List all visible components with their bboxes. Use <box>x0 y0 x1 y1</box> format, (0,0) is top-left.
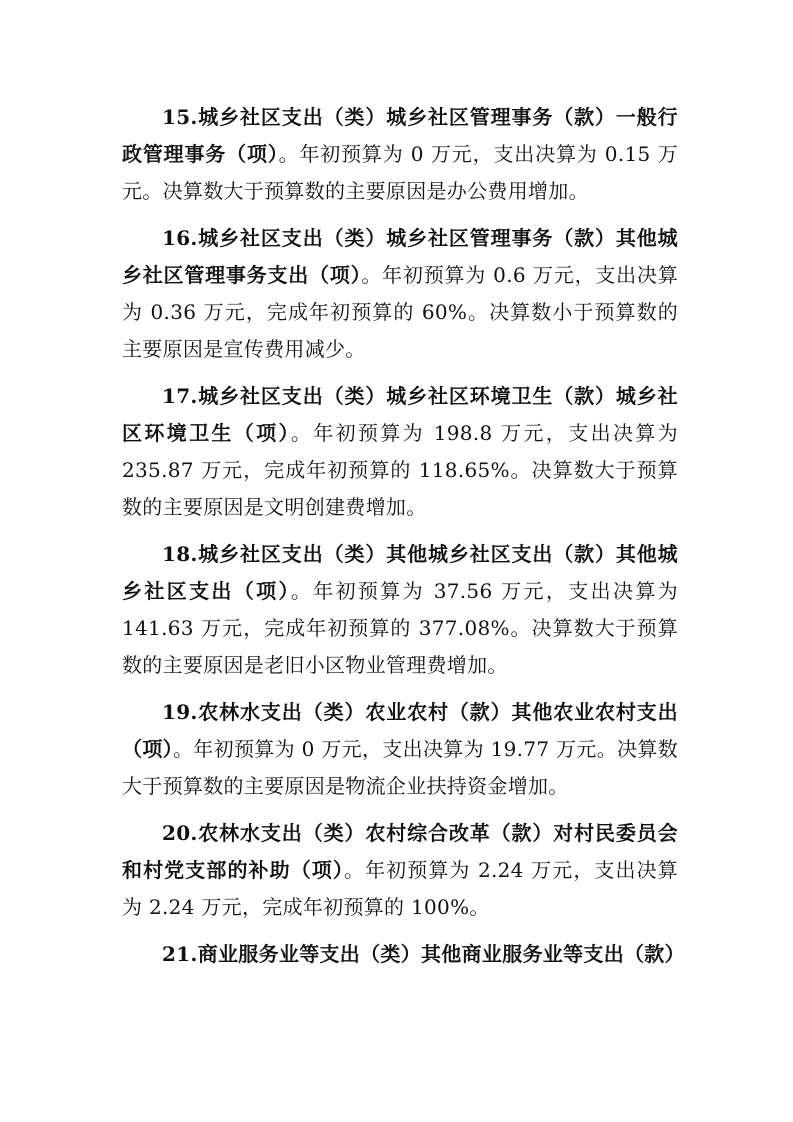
paragraph-body: 。年初预算为 37.56 万元，支出决算为 141.63 万元，完成年初预算的 377.08%。决算数大于预算数的主要原因是老旧小区物业管理费增加。 <box>122 579 678 677</box>
paragraph-body: 。年初预算为 0 万元，支出决算为 19.77 万元。决算数大于预算数的主要原因是物流企业扶持资金增加。 <box>122 737 678 798</box>
paragraph-heading: 16.城乡社区支出（类）城乡社区管理事务（款）其他城乡社区管理事务支出（项） <box>122 226 678 287</box>
paragraph-body: 。年初预算为 0 万元，支出决算为 0.15 万元。决算数大于预算数的主要原因是办公费用增加。 <box>122 142 678 203</box>
paragraph-heading: 18.城乡社区支出（类）其他城乡社区支出（款）其他城乡社区支出（项） <box>122 542 678 603</box>
paragraph-item-21 <box>122 936 685 973</box>
paragraph-body: 。年初预算为 198.8 万元，支出决算为 235.87 万元，完成年初预算的 118.65%。决算数大于预算数的主要原因是文明创建费增加。 <box>122 421 678 519</box>
paragraph-item-15 <box>122 99 678 210</box>
paragraph-heading: 19.农林水支出（类）农业农村（款）其他农业农村支出（项） <box>122 700 678 761</box>
paragraph-body: 。年初预算为 0.6 万元，支出决算为 0.36 万元，完成年初预算的 60%。决算数小于预算数的主要原因是宣传费用减少。 <box>122 263 678 361</box>
paragraph-item-19 <box>122 694 678 805</box>
paragraph-item-18 <box>122 536 678 684</box>
paragraph-item-16 <box>122 220 678 368</box>
paragraph-body: 。年初预算为 2.24 万元，支出决算为 2.24 万元，完成年初预算的 100%。 <box>122 858 678 919</box>
paragraph-heading: 17.城乡社区支出（类）城乡社区环境卫生（款）城乡社区环境卫生（项） <box>122 384 678 445</box>
paragraph-item-20 <box>122 815 678 926</box>
paragraph-item-17 <box>122 378 678 526</box>
paragraph-heading: 15.城乡社区支出（类）城乡社区管理事务（款）一般行政管理事务（项） <box>122 105 678 166</box>
paragraph-heading: 20.农林水支出（类）农村综合改革（款）对村民委员会和村党支部的补助（项） <box>122 821 678 882</box>
document-page <box>122 99 685 983</box>
paragraph-heading: 21.商业服务业等支出（类）其他商业服务业等支出（款） <box>162 942 685 966</box>
